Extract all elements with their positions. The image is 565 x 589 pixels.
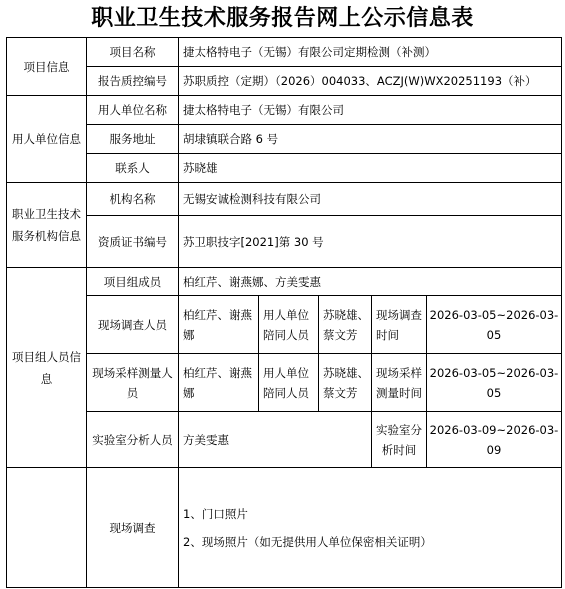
value-cert: 苏卫职技字[2021]第 30 号 (179, 216, 562, 268)
row-address (7, 125, 562, 154)
label-survey-staff: 现场调查人员 (87, 296, 179, 354)
section-agency-info: 职业卫生技术服务机构信息 (7, 183, 87, 268)
info-table (6, 37, 562, 588)
value-members: 柏红芹、谢燕娜、方美雯惠 (179, 268, 562, 296)
row-cert (7, 216, 562, 268)
label-sampling-time: 现场采样测量时间 (372, 354, 427, 412)
row-agency-name (7, 183, 562, 216)
value-project-name: 捷太格特电子（无锡）有限公司定期检测（补测） (179, 38, 562, 67)
label-survey-time: 现场调查时间 (372, 296, 427, 354)
value-survey-time: 2026-03-05~2026-03-05 (427, 296, 562, 354)
label-survey-accompany: 用人单位陪同人员 (259, 296, 319, 354)
site-survey-item: 2、现场照片（如无提供用人单位保密相关证明） (183, 534, 432, 549)
value-sampling-time: 2026-03-05~2026-03-05 (427, 354, 562, 412)
row-members (7, 268, 562, 296)
value-lab-staff: 方美雯惠 (179, 412, 372, 468)
label-members: 项目组成员 (87, 268, 179, 296)
value-report-no: 苏职质控（定期）（2026）004033、ACZJ(W)WX20251193（补） (179, 67, 562, 96)
value-address: 胡埭镇联合路 6 号 (179, 125, 562, 154)
section-project-info: 项目信息 (7, 38, 87, 96)
row-site-survey (7, 468, 562, 588)
section-employer-info: 用人单位信息 (7, 96, 87, 183)
row-project-name (7, 38, 562, 67)
row-contact (7, 154, 562, 183)
row-report-no (7, 67, 562, 96)
value-site-survey (179, 468, 562, 588)
value-sampling-staff: 柏红芹、谢燕娜 (179, 354, 259, 412)
value-survey-accompany: 苏晓雄、蔡文芳 (319, 296, 372, 354)
site-survey-blank (7, 468, 87, 588)
value-agency-name: 无锡安诚检测科技有限公司 (179, 183, 562, 216)
label-lab-time: 实验室分析时间 (372, 412, 427, 468)
label-cert: 资质证书编号 (87, 216, 179, 268)
label-project-name: 项目名称 (87, 38, 179, 67)
value-contact: 苏晓雄 (179, 154, 562, 183)
value-survey-staff: 柏红芹、谢燕娜 (179, 296, 259, 354)
label-lab-staff: 实验室分析人员 (87, 412, 179, 468)
value-sampling-accompany: 苏晓雄、蔡文芳 (319, 354, 372, 412)
row-sampling-staff (7, 354, 562, 412)
label-sampling-staff: 现场采样测量人员 (87, 354, 179, 412)
label-unit-name: 用人单位名称 (87, 96, 179, 125)
label-report-no: 报告质控编号 (87, 67, 179, 96)
label-address: 服务地址 (87, 125, 179, 154)
site-survey-item: 1、门口照片 (183, 506, 248, 521)
value-unit-name: 捷太格特电子（无锡）有限公司 (179, 96, 562, 125)
row-unit-name (7, 96, 562, 125)
page-title: 职业卫生技术服务报告网上公示信息表 (91, 5, 474, 31)
row-lab-staff (7, 412, 562, 468)
section-staff-info: 项目组人员信息 (7, 268, 87, 468)
label-agency-name: 机构名称 (87, 183, 179, 216)
label-sampling-accompany: 用人单位陪同人员 (259, 354, 319, 412)
label-site-survey: 现场调查 (87, 468, 179, 588)
label-contact: 联系人 (87, 154, 179, 183)
row-survey-staff (7, 296, 562, 354)
value-lab-time: 2026-03-09~2026-03-09 (427, 412, 562, 468)
